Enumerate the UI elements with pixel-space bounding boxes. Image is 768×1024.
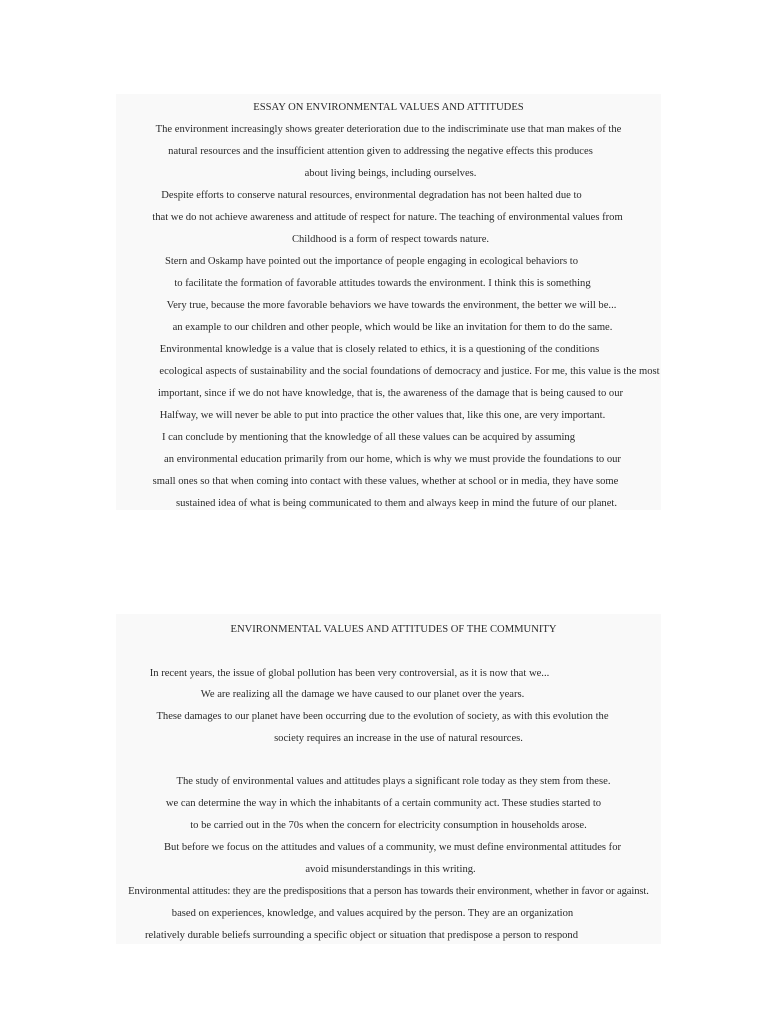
essay-line: about living beings, including ourselves.	[304, 168, 477, 179]
essay-line: ecological aspects of sustainability and the social foundations of democracy and justice. For me, this value is the most	[159, 366, 660, 377]
essay-line: we can determine the way in which the inhabitants of a certain community act. These studies started to	[165, 798, 602, 809]
essay-line: small ones so that when coming into contact with these values, whether at school or in media, they have some	[152, 476, 619, 487]
essay-line: The study of environmental values and attitudes plays a significant role today as they stem from these.	[176, 776, 611, 787]
document-page-2	[116, 614, 661, 944]
essay-line: These damages to our planet have been occurring due to the evolution of society, as with this evolution the	[156, 711, 609, 722]
essay-line: In recent years, the issue of global pollution has been very controversial, as it is now that we...	[149, 668, 550, 679]
essay-line: an example to our children and other people, which would be like an invitation for them to do the same.	[172, 322, 613, 333]
essay-line: society requires an increase in the use of natural resources.	[274, 733, 523, 744]
essay-line: We are realizing all the damage we have caused to our planet over the years.	[200, 689, 525, 700]
essay-line: sustained idea of what is being communicated to them and always keep in mind the future of our planet.	[176, 498, 617, 509]
essay-line: Stern and Oskamp have pointed out the importance of people engaging in ecological behaviors to	[164, 256, 579, 267]
essay-line: relatively durable beliefs surrounding a specific object or situation that predispose a person to respond	[144, 930, 579, 941]
essay-line: natural resources and the insufficient attention given to addressing the negative effects this produces	[168, 146, 593, 157]
essay-line: The environment increasingly shows greater deterioration due to the indiscriminate use that man makes of the	[155, 124, 622, 135]
essay-line: Very true, because the more favorable behaviors we have towards the environment, the better we will be...	[166, 300, 617, 311]
essay-line: to facilitate the formation of favorable attitudes towards the environment. I think this is something	[174, 278, 591, 289]
essay-title: ENVIRONMENTAL VALUES AND ATTITUDES OF THE COMMUNITY	[230, 624, 557, 635]
essay-line: to be carried out in the 70s when the concern for electricity consumption in households arose.	[190, 820, 587, 831]
essay-line: avoid misunderstandings in this writing.	[305, 864, 476, 875]
essay-title: ESSAY ON ENVIRONMENTAL VALUES AND ATTITUDES	[253, 102, 524, 113]
essay-line: important, since if we do not have knowledge, that is, the awareness of the damage that is being caused to our	[157, 388, 624, 399]
essay-line: Despite efforts to conserve natural resources, environmental degradation has not been halted due to	[161, 190, 582, 201]
essay-line: based on experiences, knowledge, and values acquired by the person. They are an organization	[171, 908, 574, 919]
essay-line: an environmental education primarily from our home, which is why we must provide the foundations to our	[164, 454, 621, 465]
essay-line: Childhood is a form of respect towards nature.	[291, 234, 490, 245]
essay-line: Environmental knowledge is a value that is closely related to ethics, it is a questioning of the conditions	[159, 344, 600, 355]
essay-line: I can conclude by mentioning that the knowledge of all these values can be acquired by assuming	[161, 432, 576, 443]
essay-line: that we do not achieve awareness and attitude of respect for nature. The teaching of environmental values from	[152, 212, 623, 223]
essay-line: Halfway, we will never be able to put into practice the other values that, like this one, are very important.	[159, 410, 606, 421]
essay-line: Environmental attitudes: they are the predispositions that a person has towards their environment, whether in favor or against.	[128, 886, 649, 897]
essay-line: But before we focus on the attitudes and values of a community, we must define environmental attitudes for	[163, 842, 622, 853]
document-page-1	[116, 94, 661, 510]
